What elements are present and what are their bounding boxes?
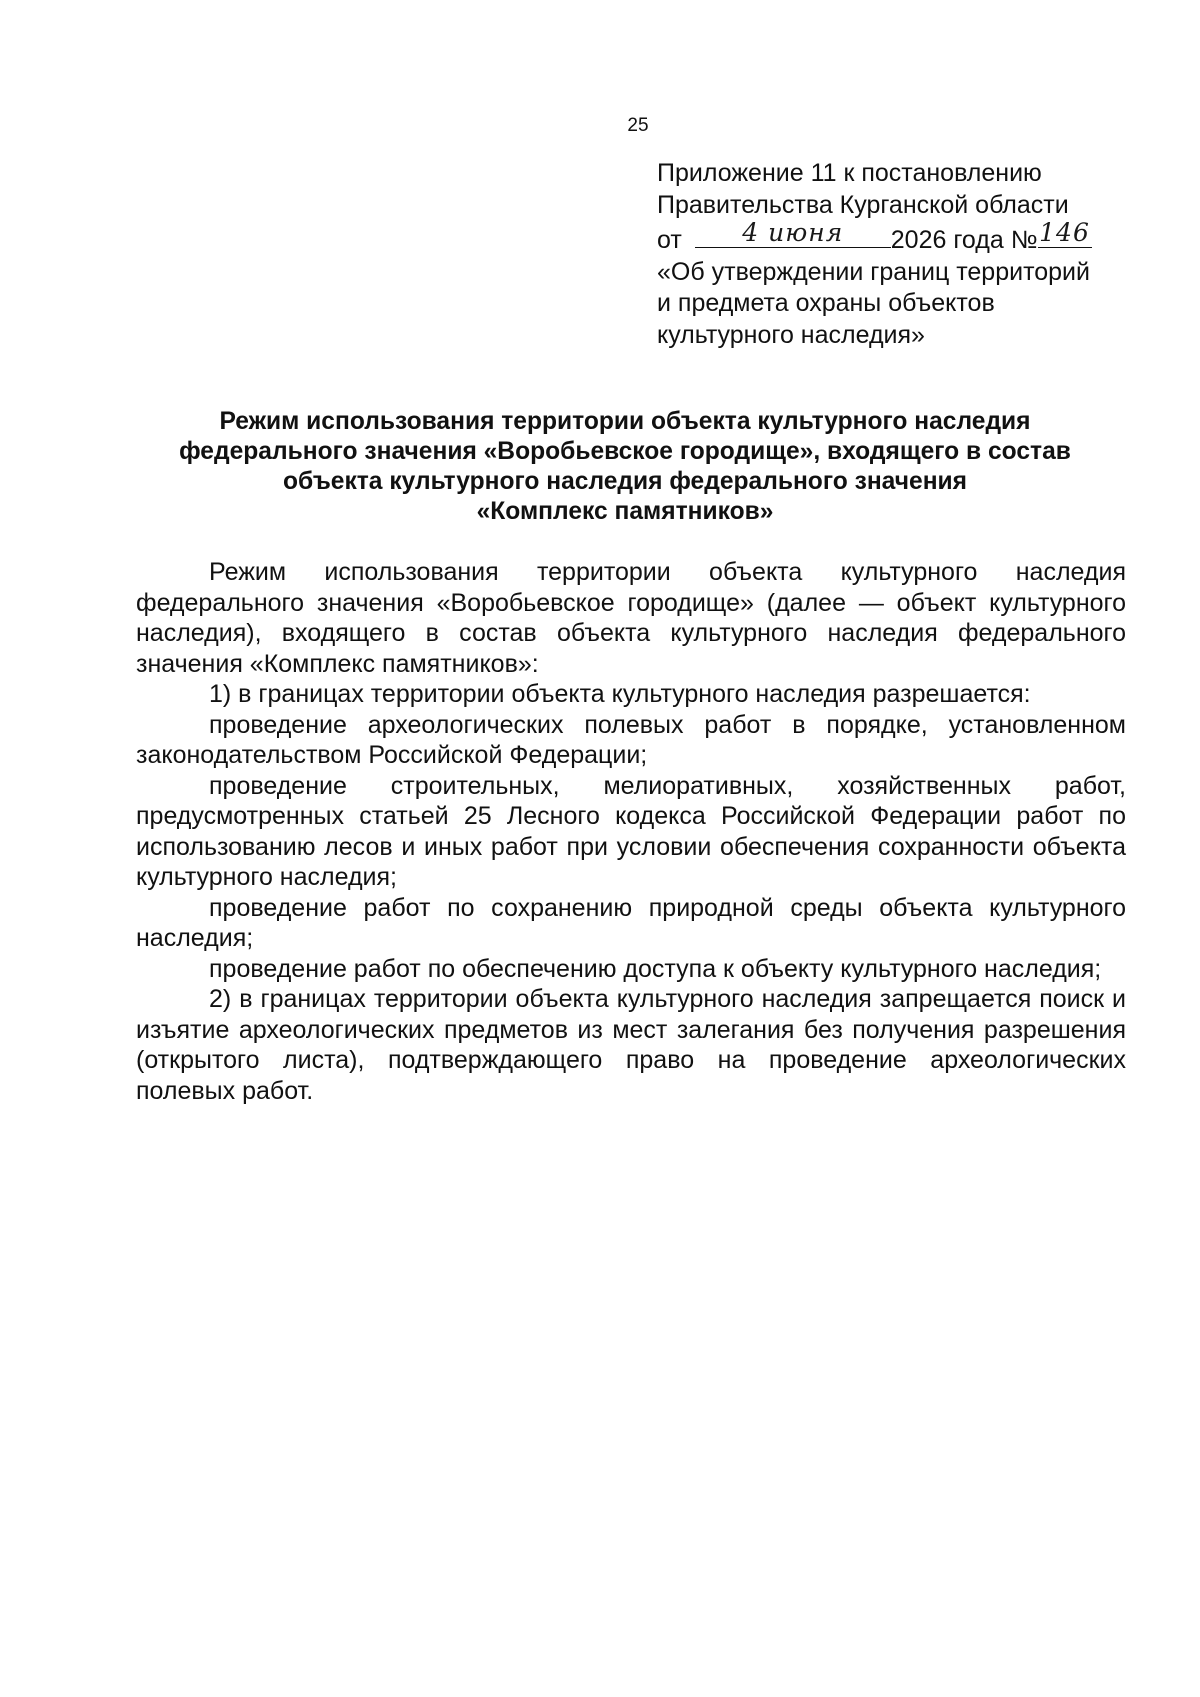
title-line-1: Режим использования территории объекта культурного наследия	[219, 408, 1031, 435]
date-year: 2026 года №	[890, 226, 1038, 254]
appendix-line-2: Правительства Курганской области	[657, 190, 1069, 219]
date-signature-line	[695, 218, 891, 248]
handwritten-date: 4 июня	[742, 218, 844, 247]
paragraph-intro: Режим использования территории объекта культурного наследия федерального значения «Воробьевское городище» (далее — объект культурного наследия), входящего в состав объекта культурного наследия федерального значения «Комплекс памятников»:	[136, 558, 1126, 678]
paragraph-allowed-heading: 1) в границах территории объекта культурного наследия разрешается:	[209, 680, 1031, 708]
title-line-4: «Комплекс памятников»	[476, 498, 774, 525]
document-body	[136, 557, 1126, 1106]
number-signature-line	[1038, 218, 1092, 248]
paragraph-access-works: проведение работ по обеспечению доступа к объекту культурного наследия;	[209, 954, 1102, 983]
handwritten-number: 146	[1039, 218, 1090, 247]
date-prefix: от	[657, 226, 682, 254]
appendix-line-6: культурного наследия»	[657, 320, 925, 349]
appendix-line-1: Приложение 11 к постановлению	[657, 159, 1042, 187]
paragraph-environment-works: проведение работ по сохранению природной среды объекта культурного наследия;	[136, 893, 1126, 952]
appendix-header	[657, 158, 1177, 351]
appendix-line-4: «Об утверждении границ территорий	[657, 257, 1090, 286]
paragraph-prohibited: 2) в границах территории объекта культурного наследия запрещается поиск и изъятие археологических предметов из мест залегания без получения разрешения (открытого листа), подтверждающего право на проведение археологических полевых работ.	[136, 985, 1126, 1105]
appendix-line-5: и предмета охраны объектов	[657, 289, 995, 317]
appendix-date-line	[657, 218, 1177, 257]
paragraph-archaeological-works: проведение археологических полевых работ в порядке, установленном законодательством Российской Федерации;	[136, 710, 1126, 769]
title-line-3: объекта культурного наследия федерального значения	[282, 468, 968, 495]
document-title	[130, 407, 1120, 527]
title-line-2: федерального значения «Воробьевское городище», входящего в состав	[179, 438, 1071, 465]
page-number: 25	[627, 115, 649, 136]
paragraph-construction-works: проведение строительных, мелиоративных, хозяйственных работ, предусмотренных статьей 25 Лесного кодекса Российской Федерации работ по использованию лесов и иных работ при условии обеспечения сохранности объекта культурного наследия;	[136, 771, 1126, 891]
